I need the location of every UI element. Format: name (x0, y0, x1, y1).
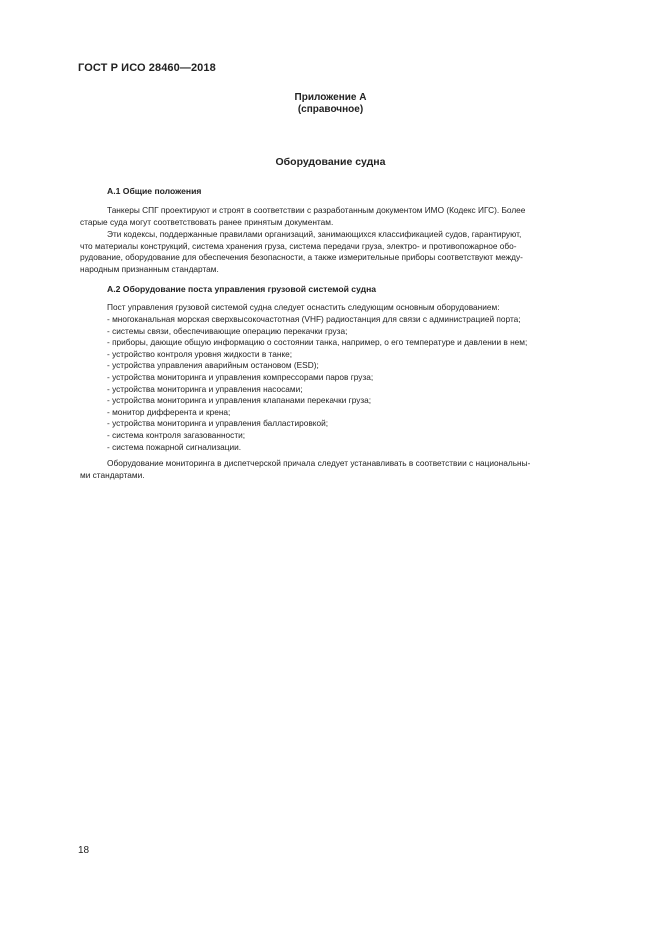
list-item: - система контроля загазованности; (107, 429, 246, 440)
list-item: - многоканальная морская сверхвысокочастотная (VHF) радиостанция для связи с администрацией порта; (107, 314, 521, 324)
annex-block (0, 92, 661, 116)
section-heading-a1: А.1 Общие положения (107, 186, 202, 196)
paragraph-a1-1 (80, 205, 617, 228)
list-item: - монитор дифферента и крена; (107, 406, 231, 417)
equipment-list (107, 314, 619, 453)
section-heading-a2: А.2 Оборудование поста управления грузовой системой судна (107, 284, 377, 294)
paragraph-line: рудование, оборудование для обеспечения безопасности, а также измерительные приборы соответствуют между- (80, 252, 523, 263)
annex-subtitle: (справочное) (297, 104, 364, 115)
paragraph-line: старые суда могут соответствовать ранее принятым документам. (80, 216, 334, 227)
document-title: Оборудование судна (275, 156, 386, 168)
list-item: - устройство контроля уровня жидкости в танке; (107, 348, 293, 359)
paragraph-a1-2 (80, 229, 617, 275)
paragraph-line: Танкеры СПГ проектируют и строят в соответствии с разработанным документом ИМО (Кодекс ИГС). Более (107, 205, 526, 215)
list-item: - приборы, дающие общую информацию о состоянии танка, например, о его температуре и давлении в нем; (107, 337, 528, 348)
list-item: - устройства управления аварийным остановом (ESD); (107, 360, 319, 371)
standard-designation: ГОСТ Р ИСО 28460—2018 (78, 62, 216, 74)
list-item: - система пожарной сигнализации. (107, 441, 242, 452)
page-number: 18 (78, 845, 90, 856)
list-item: - устройства мониторинга и управления балластировкой; (107, 418, 329, 429)
paragraph-a2-closing (80, 458, 617, 481)
paragraph-line: Оборудование мониторинга в диспетчерской причала следует устанавливать в соответствии с национальны- (107, 458, 531, 468)
paragraph-line: Эти кодексы, поддержанные правилами организаций, занимающихся классификацией судов, гарантируют, (107, 229, 522, 239)
list-item: - системы связи, обеспечивающие операцию перекачки груза; (107, 325, 348, 336)
list-item: - устройства мониторинга и управления компрессорами паров груза; (107, 371, 374, 382)
annex-title: Приложение А (294, 92, 367, 103)
paragraph-line: народным признанным стандартам. (80, 263, 219, 274)
list-item: - устройства мониторинга и управления клапанами перекачки груза; (107, 395, 372, 406)
paragraph-line: ми стандартами. (80, 469, 145, 480)
paragraph-line: что материалы конструкций, система хранения груза, система передачи груза, электро- и противопожарное обо- (80, 240, 517, 251)
list-item: - устройства мониторинга и управления насосами; (107, 383, 303, 394)
paragraph-a2-intro: Пост управления грузовой системой судна следует оснастить следующим основным оборудованием: (107, 302, 500, 312)
